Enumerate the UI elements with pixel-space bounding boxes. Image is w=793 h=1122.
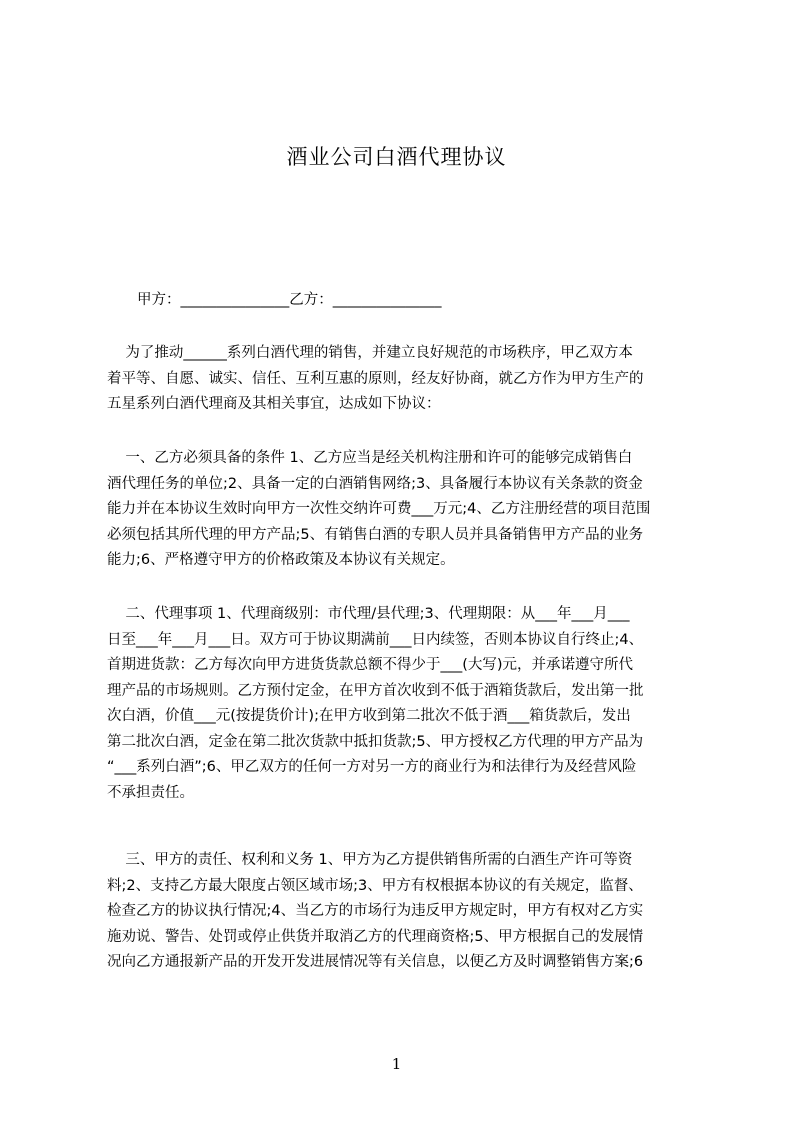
text-line: 第二批次白酒，定金在第二批次货款中抵扣货款;5、甲方授权乙方代理的甲方产品为 — [107, 733, 644, 750]
text-line: 必须包括其所代理的甲方产品;5、有销售白酒的专职人员并具备销售甲方产品的业务 — [107, 526, 644, 543]
text-line: 酒代理任务的单位;2、具备一定的白酒销售网络;3、具备履行本协议有关条款的资金 — [107, 475, 643, 492]
text-line: 检查乙方的协议执行情况;4、当乙方的市场行为违反甲方规定时，甲方有权对乙方实 — [107, 903, 644, 919]
text-line: 一、乙方必须具备的条件 1、乙方应当是经关机构注册和许可的能够完成销售白 — [107, 450, 633, 466]
text-line: 着平等、自愿、诚实、信任、互利互惠的原则，经友好协商，就乙方作为甲方生产的 — [107, 370, 644, 387]
page-number: 1 — [391, 1055, 402, 1073]
text-line: 料;2、支持乙方最大限度占领区域市场;3、甲方有权根据本协议的有关规定，监督、 — [107, 877, 643, 894]
text-line: 首期进货款：乙方每次向甲方进货货款总额不得少于___(大写)元，并承诺遵守所代 — [107, 657, 634, 673]
text-line: 次白酒，价值___元(按提货价计);在甲方收到第二批次不低于酒___箱货款后，发出 — [107, 708, 631, 724]
text-line: 为了推动______系列白酒代理的销售，并建立良好规范的市场秩序，甲乙双方本 — [107, 345, 633, 361]
text-line: 五星系列白酒代理商及其相关事宜，达成如下协议： — [107, 396, 441, 412]
document-title: 酒业公司白酒代理协议 — [286, 145, 507, 169]
text-line: “___系列白酒”;6、甲乙双方的任何一方对另一方的商业行为和法律行为及经营风险 — [107, 759, 637, 775]
text-line: 不承担责任。 — [107, 784, 194, 801]
text-line: 三、甲方的责任、权利和义务 1、甲方为乙方提供销售所需的白酒生产许可等资 — [107, 852, 633, 868]
text-line: 二、代理事项 1、代理商级别：市代理/县代理;3、代理期限：从___年___月___ — [107, 606, 630, 622]
text-line: 能力并在本协议生效时向甲方一次性交纳许可费___万元;4、乙方注册经营的项目范围 — [107, 501, 651, 517]
party-signature-line: 甲方：_______________乙方：_______________ — [137, 292, 442, 308]
text-line: 日至___年___月___日。双方可于协议期满前___日内续签，否则本协议自行终止;4、 — [107, 631, 644, 648]
paragraph-intro — [107, 341, 698, 418]
paragraph-section-2 — [107, 602, 698, 806]
text-line: 能力;6、严格遵守甲方的价格政策及本协议有关规定。 — [107, 552, 455, 568]
paragraph-section-1 — [107, 446, 698, 574]
text-line: 施劝说、警告、处罚或停止供货并取消乙方的代理商资格;5、甲方根据自己的发展情 — [107, 928, 644, 945]
paragraph-section-3 — [107, 848, 698, 976]
text-line: 理产品的市场规则。乙方预付定金，在甲方首次收到不低于酒箱货款后，发出第一批 — [107, 682, 644, 699]
text-line: 况向乙方通报新产品的开发开发进展情况等有关信息，以便乙方及时调整销售方案;6 — [107, 954, 644, 970]
